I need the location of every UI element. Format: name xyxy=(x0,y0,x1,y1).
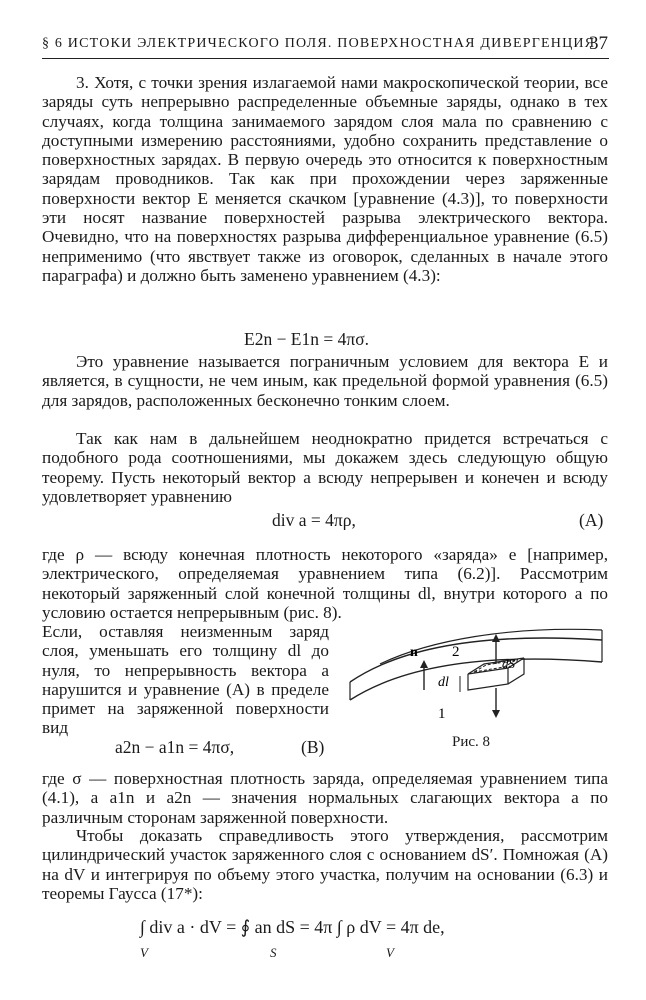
integral-subscript-V1: V xyxy=(140,945,148,960)
paragraph-limit: Если, оставляя неизменным заряд слоя, уменьшать его толщину dl до нуля, то непрерывность вектора a нарушится и уравнение (A) в пределе примет на заряженной поверхности вид xyxy=(42,622,329,738)
equation-B: a2n − a1n = 4πσ, xyxy=(115,737,235,757)
figure-label-dS: dS′ xyxy=(502,656,518,671)
figure-label-dl: dl xyxy=(438,675,449,690)
down-arrow-head xyxy=(492,710,500,718)
layer-bottom-surface xyxy=(350,659,602,700)
integral-subscript-S: S xyxy=(270,945,277,960)
header-title: § 6 ИСТОКИ ЭЛЕКТРИЧЕСКОГО ПОЛЯ. ПОВЕРХНОСТНАЯ ДИВЕРГЕНЦИЯ xyxy=(42,36,596,51)
paragraph-theorem: Так как нам в дальнейшем неоднократно придется встречаться с подобного рода соотношениями, мы докажем здесь следующую общую теорему. Пусть некоторый вектор a всюду непрерывен и конечен и всюду удовлетворяет уравнению xyxy=(42,429,608,506)
integral-subscript-V2: V xyxy=(386,945,394,960)
figure-8 xyxy=(340,618,608,738)
boundary-condition-equation: E2n − E1n = 4πσ. xyxy=(244,329,370,349)
paragraph-boundary-condition: Это уравнение называется пограничным условием для вектора E и является, в сущности, не чем иным, как предельной формой уравнения (6.5) для зарядов, расположенных бесконечно тонким слоем. xyxy=(42,352,608,410)
page-number: 37 xyxy=(589,33,608,54)
up-arrow-head xyxy=(492,634,500,642)
figure-label-1: 1 xyxy=(438,706,446,722)
equation-B-label: (B) xyxy=(301,737,325,757)
gauss-integral-equation: ∫ div a · dV = ∮ an dS = 4π ∫ ρ dV = 4π de, xyxy=(140,917,445,937)
figure-caption: Рис. 8 xyxy=(452,734,491,750)
paragraph-density: где ρ — всюду конечная плотность некоторого «заряда» e [например, электрического, определяемая уравнением типа (6.2)]. Рассмотрим некоторый заряженный слой конечной толщины dl, внутри которого a по условию остается непрерывным (рис. 8). xyxy=(42,545,608,622)
figure-label-2: 2 xyxy=(452,644,460,660)
paragraph-3: 3. Хотя, с точки зрения излагаемой нами макроскопической теории, все заряды суть непрерывно распределенные объемные заряды, однако в тех случаях, когда толщина занимаемого зарядом слоя мала по сравнению с доступными измерению расстояниями, удобно сохранить представление о поверхностных зарядах. В первую очередь это относится к поверхностным зарядам проводников. Так как при прохождении через заряженные поверхности вектор E меняется скачком [уравнение (4.3)], то поверхности эти носят название поверхностей разрыва электрического вектора. Очевидно, что на поверхностях разрыва дифференциальное уравнение (6.5) неприменимо (что явствует также из оговорок, сделанных в начале этого параграфа) и должно быть заменено уравнением (4.3): xyxy=(42,73,608,285)
equation-A-label: (A) xyxy=(579,510,604,530)
paragraph-proof: Чтобы доказать справедливость этого утверждения, рассмотрим цилиндрический участок заряженного слоя с основанием dS′. Помножая (A) на dV и интегрируя по объему этого участка, получим на основании (6.3) и теоремы Гаусса (17*): xyxy=(42,826,608,903)
normal-arrow-head xyxy=(420,660,428,668)
figure-label-n: n xyxy=(410,645,418,660)
paragraph-surface-density: где σ — поверхностная плотность заряда, определяемая уравнением типа (4.1), а a1n и a2n — значения нормальных слагающих вектора a по различным сторонам заряженной поверхности. xyxy=(42,769,608,827)
equation-A: div a = 4πρ, xyxy=(272,510,356,530)
header-rule xyxy=(42,58,609,59)
